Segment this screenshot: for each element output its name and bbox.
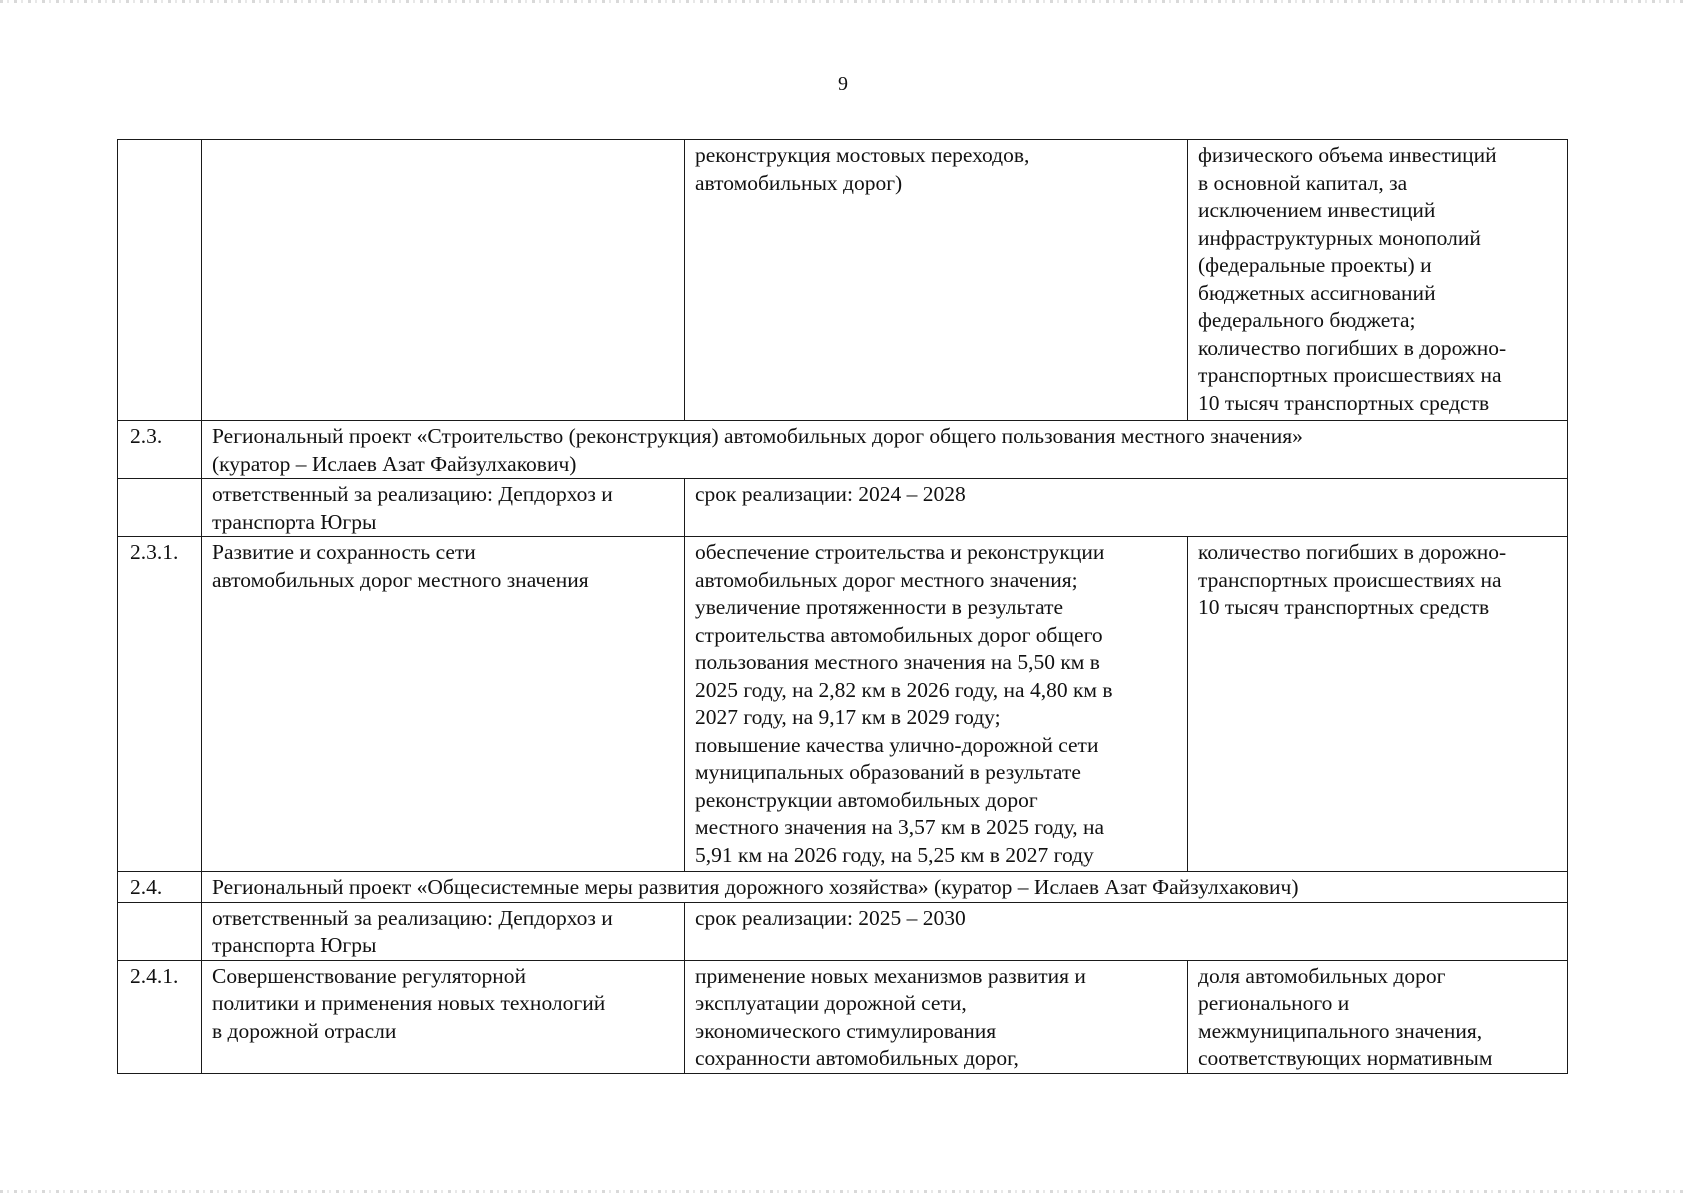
table-row: [118, 960, 1568, 1073]
tasks-cell: [685, 960, 1188, 1073]
indicator-line: 10 тысяч транспортных средств: [1198, 390, 1490, 415]
page-number: 9: [838, 73, 848, 95]
row-number-cell: [118, 902, 202, 960]
project-title-line: Региональный проект «Строительство (реконструкция) автомобильных дорог общего пользования местного значения»: [212, 424, 1303, 448]
indicator-line: физического объема инвестиций: [1198, 143, 1497, 167]
table-row: [118, 902, 1568, 960]
tasks-line: 5,91 км на 2026 году, на 5,25 км в 2027 году: [695, 842, 1094, 867]
term-line: срок реализации: 2025 – 2030: [695, 905, 966, 930]
table-row: [118, 140, 1568, 421]
element-name-line: Развитие и сохранность сети: [212, 540, 476, 564]
tasks-line: сохранности автомобильных дорог,: [695, 1046, 1019, 1070]
responsible-line: транспорта Югры: [212, 509, 377, 534]
indicator-line: федерального бюджета;: [1198, 308, 1416, 332]
tasks-line: обеспечение строительства и реконструкции: [695, 540, 1105, 564]
indicator-line: (федеральные проекты) и: [1198, 253, 1432, 277]
indicator-line: исключением инвестиций: [1198, 198, 1436, 222]
element-name-line: Совершенствование регуляторной: [212, 963, 526, 988]
structural-element-cell: [202, 140, 685, 421]
row-number-cell: 2.3.: [118, 421, 202, 479]
term-cell: [685, 902, 1568, 960]
indicator-line: доля автомобильных дорог: [1198, 963, 1446, 988]
indicator-line: транспортных происшествиях на: [1198, 567, 1502, 592]
tasks-line: увеличение протяженности в результате: [695, 595, 1064, 619]
structural-element-cell: [202, 960, 685, 1073]
indicator-line: инфраструктурных монополий: [1198, 225, 1481, 250]
program-structure-table: [117, 139, 1568, 1074]
indicator-line: 10 тысяч транспортных средств: [1198, 595, 1490, 619]
tasks-line: реконструкция мостовых переходов,: [695, 143, 1030, 167]
tasks-line: реконструкции автомобильных дорог: [695, 787, 1038, 812]
tasks-cell: [685, 140, 1188, 421]
row-number-cell: [118, 479, 202, 537]
tasks-line: применение новых механизмов развития и: [695, 963, 1086, 988]
tasks-line: автомобильных дорог местного значения;: [695, 567, 1078, 592]
scan-edge-bottom: [0, 1190, 1686, 1193]
tasks-cell: [685, 537, 1188, 872]
table-row: [118, 872, 1568, 903]
responsible-line: ответственный за реализацию: Депдорхоз и: [212, 905, 613, 930]
responsible-cell: [202, 479, 685, 537]
row-number-cell: 2.3.1.: [118, 537, 202, 872]
tasks-line: муниципальных образований в результате: [695, 760, 1081, 784]
scan-edge-top: [0, 0, 1686, 3]
regional-project-cell: [202, 872, 1568, 903]
indicator-line: транспортных происшествиях на: [1198, 363, 1502, 387]
term-cell: [685, 479, 1568, 537]
regional-project-cell: [202, 421, 1568, 479]
tasks-line: экономического стимулирования: [695, 1018, 997, 1043]
row-number-cell: 2.4.: [118, 872, 202, 903]
tasks-line: местного значения на 3,57 км в 2025 году, на: [695, 815, 1105, 839]
indicators-cell: [1188, 960, 1568, 1073]
tasks-line: 2025 году, на 2,82 км в 2026 году, на 4,80 км в: [695, 677, 1113, 702]
table-row: [118, 537, 1568, 872]
row-number-cell: 2.4.1.: [118, 960, 202, 1073]
indicators-cell: [1188, 537, 1568, 872]
tasks-line: пользования местного значения на 5,50 км в: [695, 650, 1100, 674]
table-row: [118, 479, 1568, 537]
element-name-line: политики и применения новых технологий: [212, 991, 606, 1015]
indicator-line: в основной капитал, за: [1198, 170, 1408, 195]
row-number-cell: [118, 140, 202, 421]
indicator-line: соответствующих нормативным: [1198, 1046, 1493, 1070]
responsible-line: транспорта Югры: [212, 933, 377, 957]
tasks-line: автомобильных дорог): [695, 170, 903, 195]
term-line: срок реализации: 2024 – 2028: [695, 482, 966, 506]
tasks-line: строительства автомобильных дорог общего: [695, 622, 1103, 647]
indicator-line: бюджетных ассигнований: [1198, 280, 1436, 305]
indicator-line: количество погибших в дорожно-: [1198, 335, 1507, 360]
responsible-line: ответственный за реализацию: Депдорхоз и: [212, 482, 613, 506]
tasks-line: повышение качества улично-дорожной сети: [695, 732, 1099, 757]
element-name-line: в дорожной отрасли: [212, 1018, 397, 1043]
indicator-line: регионального и: [1198, 991, 1350, 1015]
element-name-line: автомобильных дорог местного значения: [212, 567, 589, 592]
project-curator-line: (куратор – Ислаев Азат Файзулхакович): [212, 451, 577, 476]
project-title-line: Региональный проект «Общесистемные меры развития дорожного хозяйства» (куратор – Ислаев Азат Файзулхакович): [212, 875, 1299, 899]
indicators-cell: [1188, 140, 1568, 421]
structural-element-cell: [202, 537, 685, 872]
indicator-line: количество погибших в дорожно-: [1198, 540, 1507, 564]
indicator-line: межмуниципального значения,: [1198, 1018, 1483, 1043]
responsible-cell: [202, 902, 685, 960]
tasks-line: 2027 году, на 9,17 км в 2029 году;: [695, 705, 1001, 729]
tasks-line: эксплуатации дорожной сети,: [695, 991, 967, 1015]
table-row: [118, 421, 1568, 479]
